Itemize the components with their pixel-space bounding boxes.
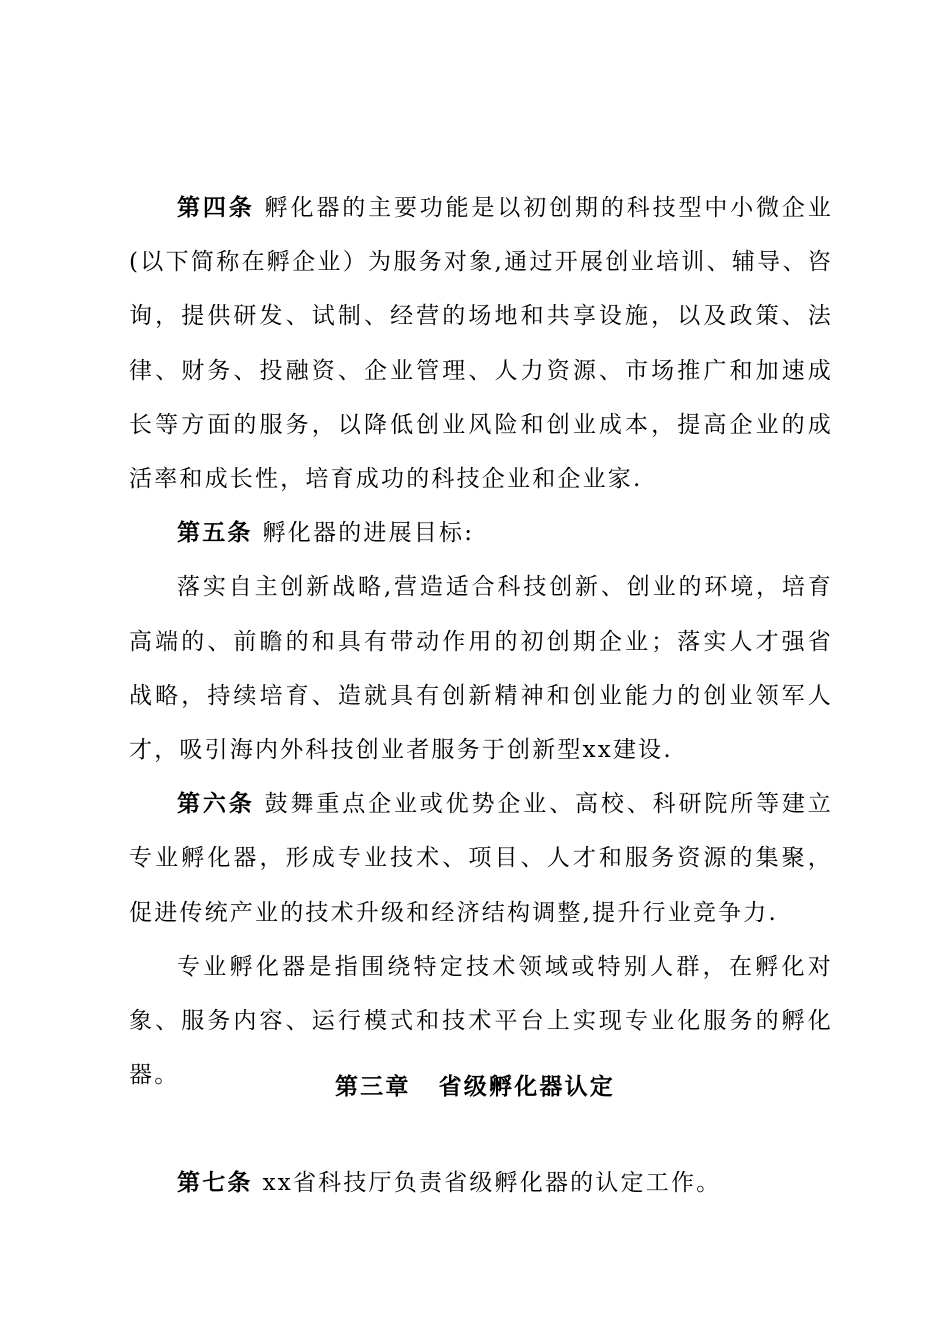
article-6-paragraph	[129, 777, 833, 940]
chapter-title: 省级孵化器认定	[438, 1073, 615, 1100]
article-5-paragraph	[129, 506, 833, 560]
chapter-heading	[0, 1065, 950, 1109]
article-7-heading: 第七条	[177, 1169, 253, 1196]
goal-paragraph	[129, 560, 833, 777]
article-7-paragraph	[129, 1161, 833, 1205]
article-6-text: 鼓舞重点企业或优势企业、高校、科研院所等建立专业孵化器，形成专业技术、项目、人才和服务资源的集聚，促进传统产业的技术升级和经济结构调整,提升行业竞争力.	[129, 791, 833, 926]
article-6-heading: 第六条	[177, 790, 255, 818]
article-7-text: xx省科技厅负责省级孵化器的认定工作。	[262, 1170, 722, 1196]
article-5-heading: 第五条	[177, 519, 253, 547]
article-4-heading: 第四条	[177, 194, 255, 221]
article-4-text: 孵化器的主要功能是以初创期的科技型中小微企业(以下简称在孵企业）为服务对象,通过开展创业培训、辅导、咨询，提供研发、试制、经营的场地和共享设施，以及政策、法律、财务、投融资、企业管理、人力资源、市场推广和加速成长等方面的服务，以降低创业风险和创业成本，提高企业的成活率和成长性，培育成功的科技企业和企业家.	[129, 195, 833, 493]
specialized-incubator-text: 专业孵化器是指围绕特定技术领域或特别人群，在孵化对象、服务内容、运行模式和技术平台上实现专业化服务的孵化器。	[129, 953, 833, 1089]
goal-text: 落实自主创新战略,营造适合科技创新、创业的环境，培育高端的、前瞻的和具有带动作用的初创期企业；落实人才强省战略，持续培育、造就具有创新精神和创业能力的创业领军人才，吸引海内外科技创业者服务于创新型xx建设.	[129, 574, 833, 764]
article-5-text: 孵化器的进展目标:	[262, 520, 475, 547]
article-4-paragraph	[129, 181, 833, 506]
body-text	[129, 181, 833, 1102]
chapter-number: 第三章	[334, 1073, 411, 1100]
